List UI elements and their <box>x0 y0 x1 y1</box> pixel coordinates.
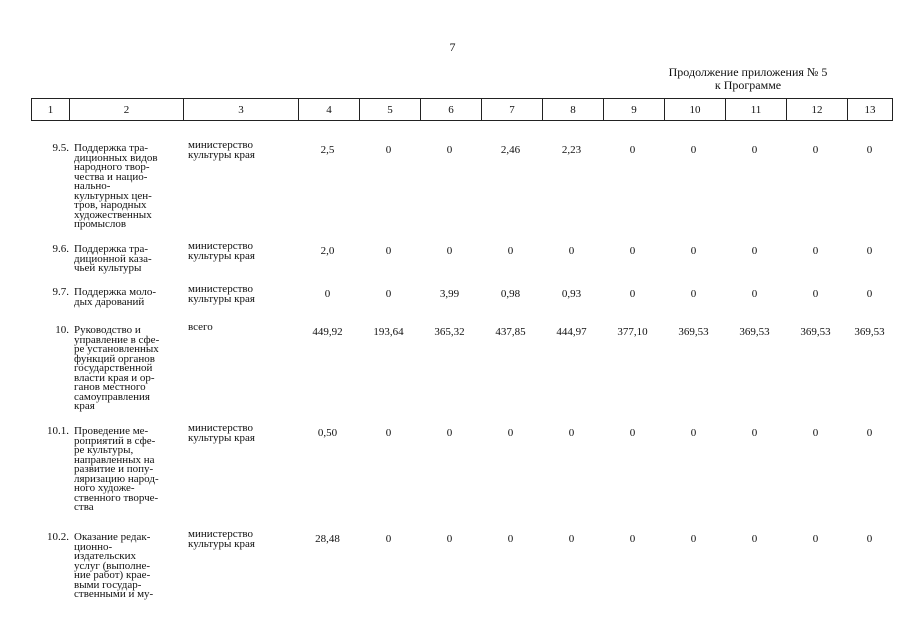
row-value-col-5: 0 <box>385 533 392 545</box>
row-activity-name-line: диционных видов <box>74 151 158 164</box>
row-value-col-4: 0,50 <box>317 427 338 439</box>
appendix-note <box>628 66 868 92</box>
row-activity-name-line: ляризацию народ- <box>74 472 159 485</box>
header-col-8: 8 <box>543 99 604 121</box>
row-number: 10.2. <box>47 531 69 543</box>
row-executor-line: культуры края <box>188 249 255 262</box>
row-value-col-7: 437,85 <box>495 326 526 338</box>
row-activity-name <box>74 533 180 600</box>
row-value-col-12: 0 <box>812 427 819 439</box>
header-col-3: 3 <box>184 99 299 121</box>
row-value-col-4: 449,92 <box>312 326 343 338</box>
row-activity-name-line: диционной каза- <box>74 252 152 265</box>
row-activity-name-line: народного твор- <box>74 161 150 173</box>
row-value-col-11: 0 <box>751 144 758 156</box>
row-activity-name-line: чьей культуры <box>74 262 142 274</box>
row-value-col-9: 0 <box>629 288 636 300</box>
row-value-col-12: 0 <box>812 144 819 156</box>
row-value-col-4: 0 <box>324 288 331 300</box>
row-value-col-6: 0 <box>446 245 453 257</box>
row-value-col-5: 0 <box>385 245 392 257</box>
row-executor <box>188 323 298 333</box>
header-col-5: 5 <box>360 99 421 121</box>
appendix-note-line2: к Программе <box>714 78 782 92</box>
row-value-col-13: 0 <box>866 427 873 439</box>
row-value-col-7: 0 <box>507 427 514 439</box>
row-activity-name-line: функций органов <box>74 352 155 365</box>
row-value-col-9: 0 <box>629 533 636 545</box>
header-col-13: 13 <box>848 99 893 121</box>
header-col-7: 7 <box>482 99 543 121</box>
header-col-2: 2 <box>70 99 184 121</box>
row-activity-name-line: культурных цен- <box>74 189 152 202</box>
row-value-col-4: 28,48 <box>315 533 340 545</box>
row-activity-name-line: Оказание редак- <box>74 531 151 543</box>
row-value-col-13: 0 <box>866 533 873 545</box>
row-activity-name-line: ре установленных <box>74 343 159 355</box>
row-activity-name-line: дых дарований <box>74 295 145 308</box>
row-number: 10. <box>55 324 69 336</box>
row-number: 9.7. <box>52 286 69 298</box>
row-value-col-6: 0 <box>446 427 453 439</box>
row-activity-name-line: края <box>74 400 95 412</box>
row-activity-name-line: ного художе- <box>74 482 135 494</box>
appendix-note-line1: Продолжение приложения № 5 <box>668 65 828 79</box>
row-executor <box>188 424 298 443</box>
row-activity-name-line: ние работ) крае- <box>74 569 151 581</box>
row-value-col-6: 0 <box>446 533 453 545</box>
row-executor-line: министерство <box>188 422 254 434</box>
row-number: 9.5. <box>52 142 69 154</box>
header-col-11: 11 <box>726 99 787 121</box>
row-activity-name-line: ционно- <box>74 540 113 553</box>
row-value-col-7: 0,98 <box>500 288 521 300</box>
row-activity-name <box>74 288 180 307</box>
header-col-12: 12 <box>787 99 848 121</box>
row-value-col-9: 377,10 <box>617 326 648 338</box>
row-value-col-8: 0 <box>568 533 575 545</box>
row-activity-name-line: государственной <box>74 362 153 374</box>
row-activity-name-line: промыслов <box>74 218 127 230</box>
row-value-col-5: 193,64 <box>373 326 404 338</box>
row-value-col-8: 2,23 <box>561 144 582 156</box>
row-number: 10.1. <box>47 425 69 437</box>
row-number: 9.6. <box>52 243 69 255</box>
row-activity-name-line: Поддержка моло- <box>74 286 157 298</box>
row-executor <box>188 285 298 304</box>
header-col-1: 1 <box>32 99 70 121</box>
row-value-col-12: 0 <box>812 245 819 257</box>
row-executor <box>188 141 298 160</box>
row-value-col-12: 369,53 <box>800 326 831 338</box>
row-value-col-9: 0 <box>629 144 636 156</box>
row-value-col-7: 2,46 <box>500 144 521 156</box>
row-value-col-7: 0 <box>507 533 514 545</box>
header-col-9: 9 <box>604 99 665 121</box>
header-col-6: 6 <box>421 99 482 121</box>
row-value-col-12: 0 <box>812 288 819 300</box>
row-value-col-5: 0 <box>385 288 392 300</box>
row-activity-name <box>74 144 180 230</box>
row-executor <box>188 530 298 549</box>
row-activity-name-line: ственного творче- <box>74 491 159 504</box>
row-value-col-5: 0 <box>385 427 392 439</box>
row-value-col-10: 0 <box>690 144 697 156</box>
row-value-col-11: 0 <box>751 427 758 439</box>
row-value-col-8: 0 <box>568 427 575 439</box>
row-executor-line: министерство <box>188 528 254 540</box>
row-value-col-10: 0 <box>690 427 697 439</box>
row-activity-name <box>74 326 180 412</box>
row-activity-name-line: ства <box>74 501 94 513</box>
row-value-col-10: 0 <box>690 288 697 300</box>
row-executor <box>188 242 298 261</box>
header-col-10: 10 <box>665 99 726 121</box>
row-executor-line: культуры края <box>188 431 255 444</box>
row-activity-name-line: ственными и му- <box>74 588 154 600</box>
row-value-col-5: 0 <box>385 144 392 156</box>
row-activity-name-line: ганов местного <box>74 381 146 393</box>
row-activity-name-line: Проведение ме- <box>74 425 149 437</box>
row-executor-line: культуры края <box>188 148 255 161</box>
row-value-col-8: 0,93 <box>561 288 582 300</box>
row-value-col-11: 0 <box>751 533 758 545</box>
header-col-4: 4 <box>299 99 360 121</box>
row-value-col-10: 369,53 <box>678 326 709 338</box>
row-activity-name-line: тров, народных <box>74 199 147 211</box>
row-value-col-13: 0 <box>866 144 873 156</box>
row-activity-name-line: Поддержка тра- <box>74 142 149 154</box>
row-value-col-10: 0 <box>690 533 697 545</box>
row-value-col-6: 3,99 <box>439 288 460 300</box>
row-value-col-7: 0 <box>507 245 514 257</box>
row-value-col-8: 0 <box>568 245 575 257</box>
row-executor-line: всего <box>188 321 213 333</box>
row-value-col-8: 444,97 <box>556 326 587 338</box>
row-activity-name-line: Поддержка тра- <box>74 243 149 255</box>
row-value-col-9: 0 <box>629 245 636 257</box>
row-executor-line: министерство <box>188 240 254 252</box>
row-activity-name-line: управление в сфе- <box>74 333 160 346</box>
row-activity-name-line: самоуправления <box>74 390 150 403</box>
row-activity-name-line: художественных <box>74 208 152 221</box>
row-value-col-10: 0 <box>690 245 697 257</box>
row-activity-name-line: Руководство и <box>74 324 141 336</box>
row-executor-line: культуры края <box>188 292 255 305</box>
row-value-col-6: 0 <box>446 144 453 156</box>
row-value-col-11: 0 <box>751 288 758 300</box>
row-activity-name <box>74 245 180 274</box>
row-value-col-6: 365,32 <box>434 326 465 338</box>
row-activity-name-line: чества и нацио- <box>74 170 148 183</box>
row-activity-name-line: роприятий в сфе- <box>74 434 156 447</box>
row-value-col-13: 0 <box>866 245 873 257</box>
row-value-col-13: 369,53 <box>854 326 885 338</box>
row-executor-line: культуры края <box>188 537 255 550</box>
row-value-col-11: 0 <box>751 245 758 257</box>
row-executor-line: министерство <box>188 283 254 295</box>
row-activity-name-line: издательских <box>74 550 137 562</box>
row-activity-name-line: власти края и ор- <box>74 371 155 384</box>
row-value-col-13: 0 <box>866 288 873 300</box>
column-number-header <box>31 98 893 121</box>
row-value-col-4: 2,0 <box>320 245 335 257</box>
row-executor-line: министерство <box>188 139 254 151</box>
row-value-col-4: 2,5 <box>320 144 335 156</box>
row-value-col-11: 369,53 <box>739 326 770 338</box>
row-value-col-9: 0 <box>629 427 636 439</box>
row-activity-name-line: нально- <box>74 180 111 192</box>
row-activity-name <box>74 427 180 513</box>
row-activity-name-line: развитие и попу- <box>74 463 154 475</box>
page-number: 7 <box>449 40 456 54</box>
row-activity-name-line: выми государ- <box>74 578 142 591</box>
row-activity-name-line: услуг (выполне- <box>74 559 151 572</box>
row-value-col-12: 0 <box>812 533 819 545</box>
row-activity-name-line: направленных на <box>74 453 155 466</box>
row-activity-name-line: ре культуры, <box>74 444 134 456</box>
